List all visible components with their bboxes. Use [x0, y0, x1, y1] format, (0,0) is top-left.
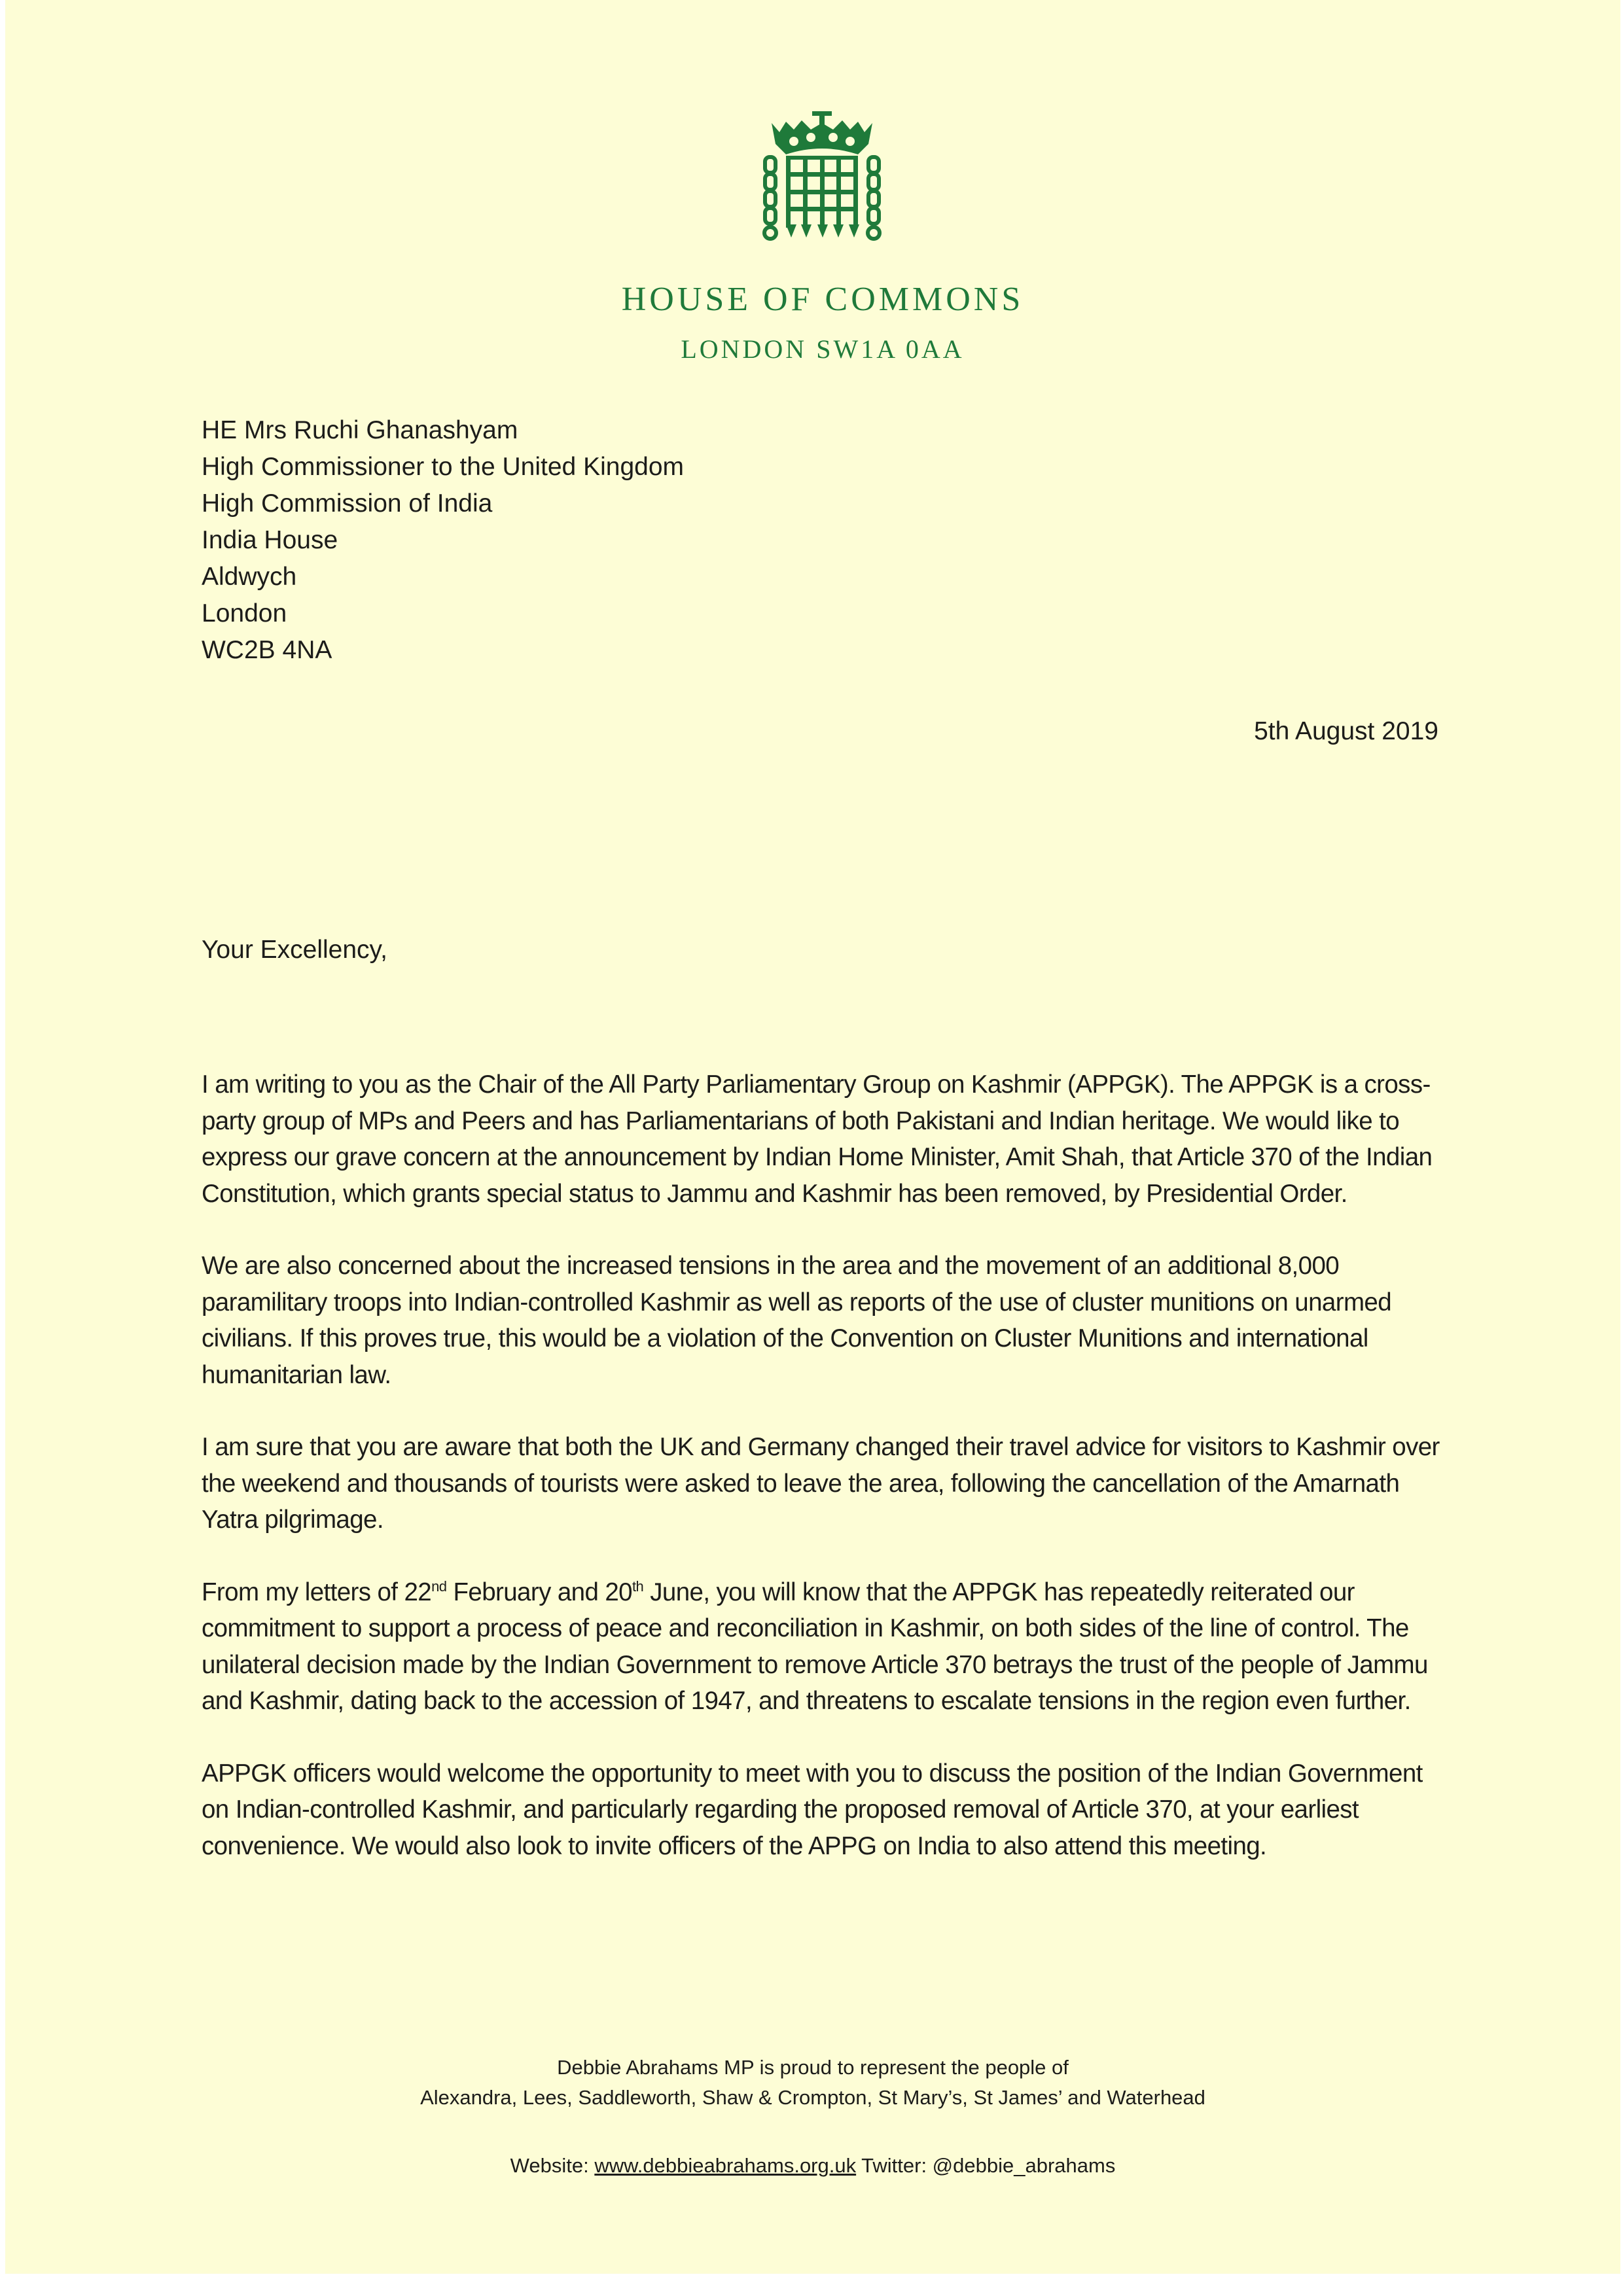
recipient-building: India House	[202, 526, 338, 554]
footer-line-2: Alexandra, Lees, Saddleworth, Shaw & Crompton, St Mary’s, St James’ and Waterhead	[420, 2086, 1205, 2109]
ordinal-suffix: th	[632, 1578, 644, 1595]
recipient-city: London	[202, 599, 287, 627]
salutation: Your Excellency,	[202, 936, 387, 964]
website-label: Website:	[510, 2154, 595, 2177]
footer-contact	[5, 2151, 1620, 2181]
body-paragraph-5: APPGK officers would welcome the opportunity to meet with you to discuss the position of the Indian Government on Indian-controlled Kashmir, and particularly regarding the proposed removal of Article 370, at your earliest convenience. We would also look to invite officers of the APPG on India to also attend this meeting.	[202, 1759, 1423, 1860]
recipient-postcode: WC2B 4NA	[202, 636, 332, 664]
letter-date: 5th August 2019	[1254, 717, 1438, 745]
footer-line-1: Debbie Abrahams MP is proud to represent the people of	[557, 2056, 1069, 2079]
paragraph-text: From my letters of 22	[202, 1578, 432, 1606]
paragraph-text: February and 20	[446, 1578, 632, 1606]
recipient-organisation: High Commission of India	[202, 489, 493, 518]
recipient-street: Aldwych	[202, 563, 297, 591]
portcullis-crest-icon	[760, 103, 884, 244]
body-paragraph-4	[202, 1574, 1445, 1720]
letter-body	[202, 1067, 1445, 1900]
letter-page	[5, 0, 1620, 2274]
recipient-name: HE Mrs Ruchi Ghanashyam	[202, 416, 518, 444]
body-paragraph-1: I am writing to you as the Chair of the All Party Parliamentary Group on Kashmir (APPGK). The APPGK is a cross-party group of MPs and Peers and has Parliamentarians of both Pakistani and Indian heritage. We would like to express our grave concern at the announcement by Indian Home Minister, Amit Shah, that Article 370 of the Indian Constitution, which grants special status to Jammu and Kashmir has been removed, by Presidential Order.	[202, 1070, 1433, 1208]
letterhead-title: HOUSE OF COMMONS	[621, 281, 1024, 318]
letterhead-address: LONDON SW1A 0AA	[681, 334, 965, 364]
ordinal-suffix: nd	[431, 1578, 447, 1595]
recipient-address-block	[202, 412, 684, 669]
recipient-title: High Commissioner to the United Kingdom	[202, 453, 685, 481]
body-paragraph-3: I am sure that you are aware that both the UK and Germany changed their travel advice for visitors to Kashmir over the weekend and thousands of tourists were asked to leave the area, following the cancellation of the Amarnath Yatra pilgrimage.	[202, 1433, 1440, 1534]
body-paragraph-2: We are also concerned about the increased tensions in the area and the movement of an additional 8,000 paramilitary troops into Indian-controlled Kashmir as well as reports of the use of cluster munitions on unarmed civilians. If this proves true, this would be a violation of the Convention on Cluster Munitions and international humanitarian law.	[202, 1252, 1392, 1389]
paragraph-text: June, you will know that the APPGK has repeatedly reiterated our commitment to support a process of peace and reconciliation in Kashmir, on both sides of the line of control. The unilateral decision made by the Indian Government to remove Article 370 betrays the trust of the people of Jammu and Kashmir, dating back to the accession of 1947, and threatens to escalate tensions in the region even further.	[202, 1578, 1428, 1715]
website-link[interactable]: www.debbieabrahams.org.uk	[594, 2154, 857, 2177]
footer-constituency	[5, 2053, 1620, 2113]
twitter-handle: Twitter: @debbie_abrahams	[856, 2154, 1116, 2177]
